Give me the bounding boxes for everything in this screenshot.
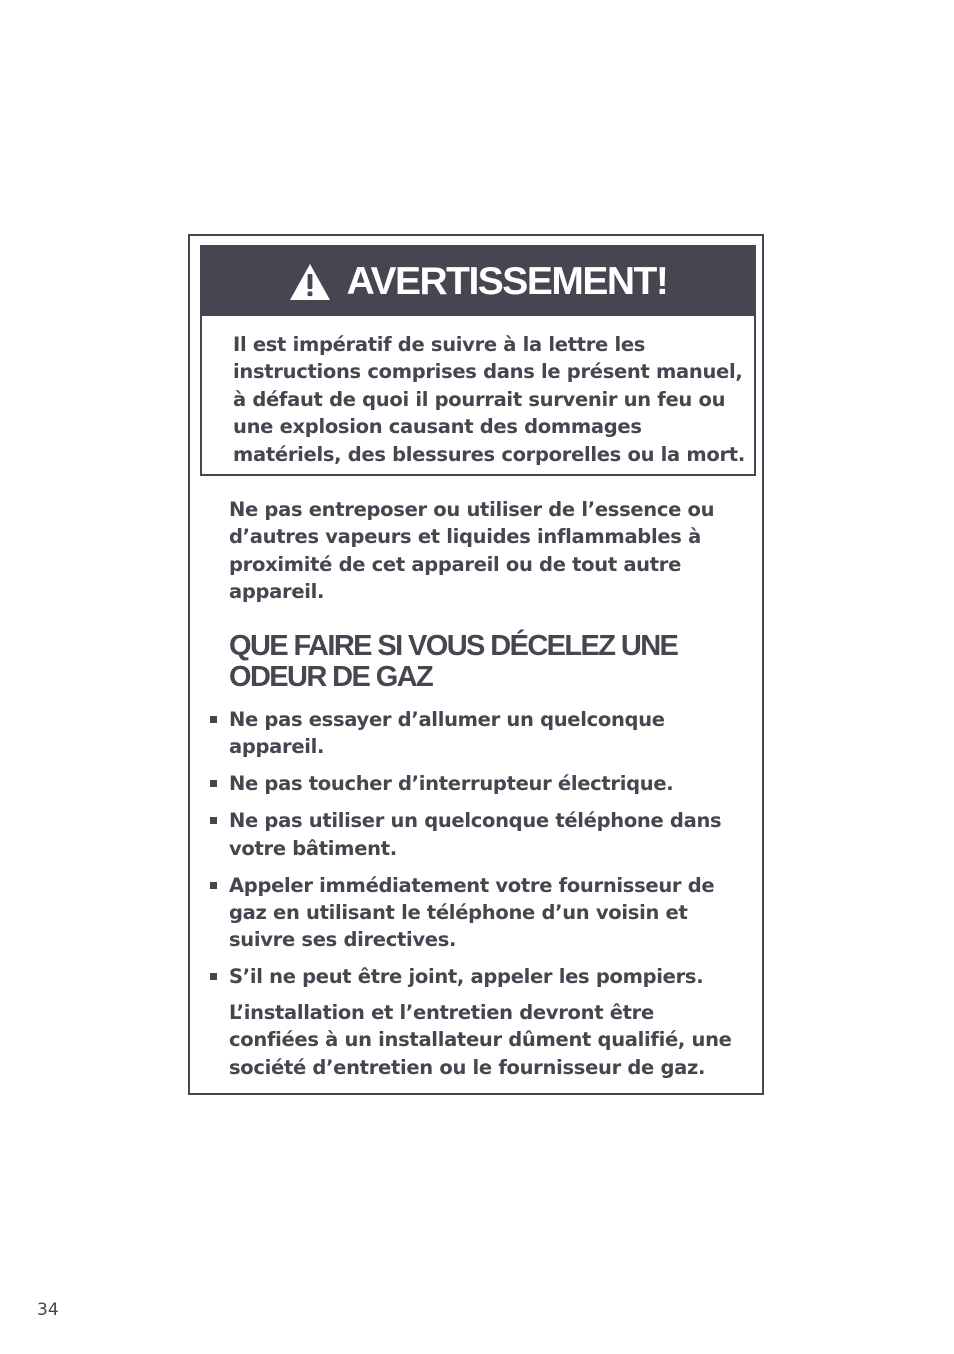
bullet-square-icon: [210, 780, 217, 787]
list-item: [208, 963, 753, 990]
bullet-square-icon: [210, 882, 217, 889]
bullet-square-icon: [210, 973, 217, 980]
list-item: [208, 770, 753, 797]
storage-notice: Ne pas entreposer ou utiliser de l’essence ou d’autres vapeurs et liquides inflammables à proximité de cet appareil ou de tout autre appareil.: [229, 498, 715, 604]
list-item-text: Ne pas utiliser un quelconque téléphone dans votre bâtiment.: [229, 809, 722, 860]
warning-title: AVERTISSEMENT!: [346, 259, 668, 303]
list-item: [208, 706, 753, 761]
gas-heading-line-2: ODEUR DE GAZ: [229, 661, 433, 693]
page-number: 34: [37, 1300, 59, 1320]
gas-section-heading: [229, 631, 749, 693]
installation-notice: L’installation et l’entretien devront être confiées à un installateur dûment qualifié, une société d’entretien ou le fournisseur de gaz.: [229, 1001, 732, 1079]
list-item: [208, 872, 753, 954]
gas-heading-line-1: QUE FAIRE SI VOUS DÉCELEZ UNE: [229, 630, 678, 662]
warning-triangle-icon: [289, 263, 331, 301]
list-item: [208, 807, 753, 862]
bullet-square-icon: [210, 817, 217, 824]
list-item-text: Appeler immédiatement votre fournisseur de gaz en utilisant le téléphone d’un voisin et suivre ses directives.: [229, 873, 715, 952]
warning-box: [200, 245, 756, 476]
list-item-text: Ne pas essayer d’allumer un quelconque appareil.: [229, 708, 665, 759]
list-item-text: Ne pas toucher d’interrupteur électrique.: [229, 772, 674, 796]
bullet-square-icon: [210, 716, 217, 723]
list-item-text: S’il ne peut être joint, appeler les pompiers.: [229, 965, 704, 989]
gas-instructions-list: [208, 706, 753, 1000]
warning-header: [202, 247, 754, 316]
warning-text: Il est impératif de suivre à la lettre les instructions comprises dans le présent manuel, à défaut de quoi il pourrait survenir un feu ou une explosion causant des dommages matériels, des blessures corporelles ou la mort.: [233, 333, 745, 466]
